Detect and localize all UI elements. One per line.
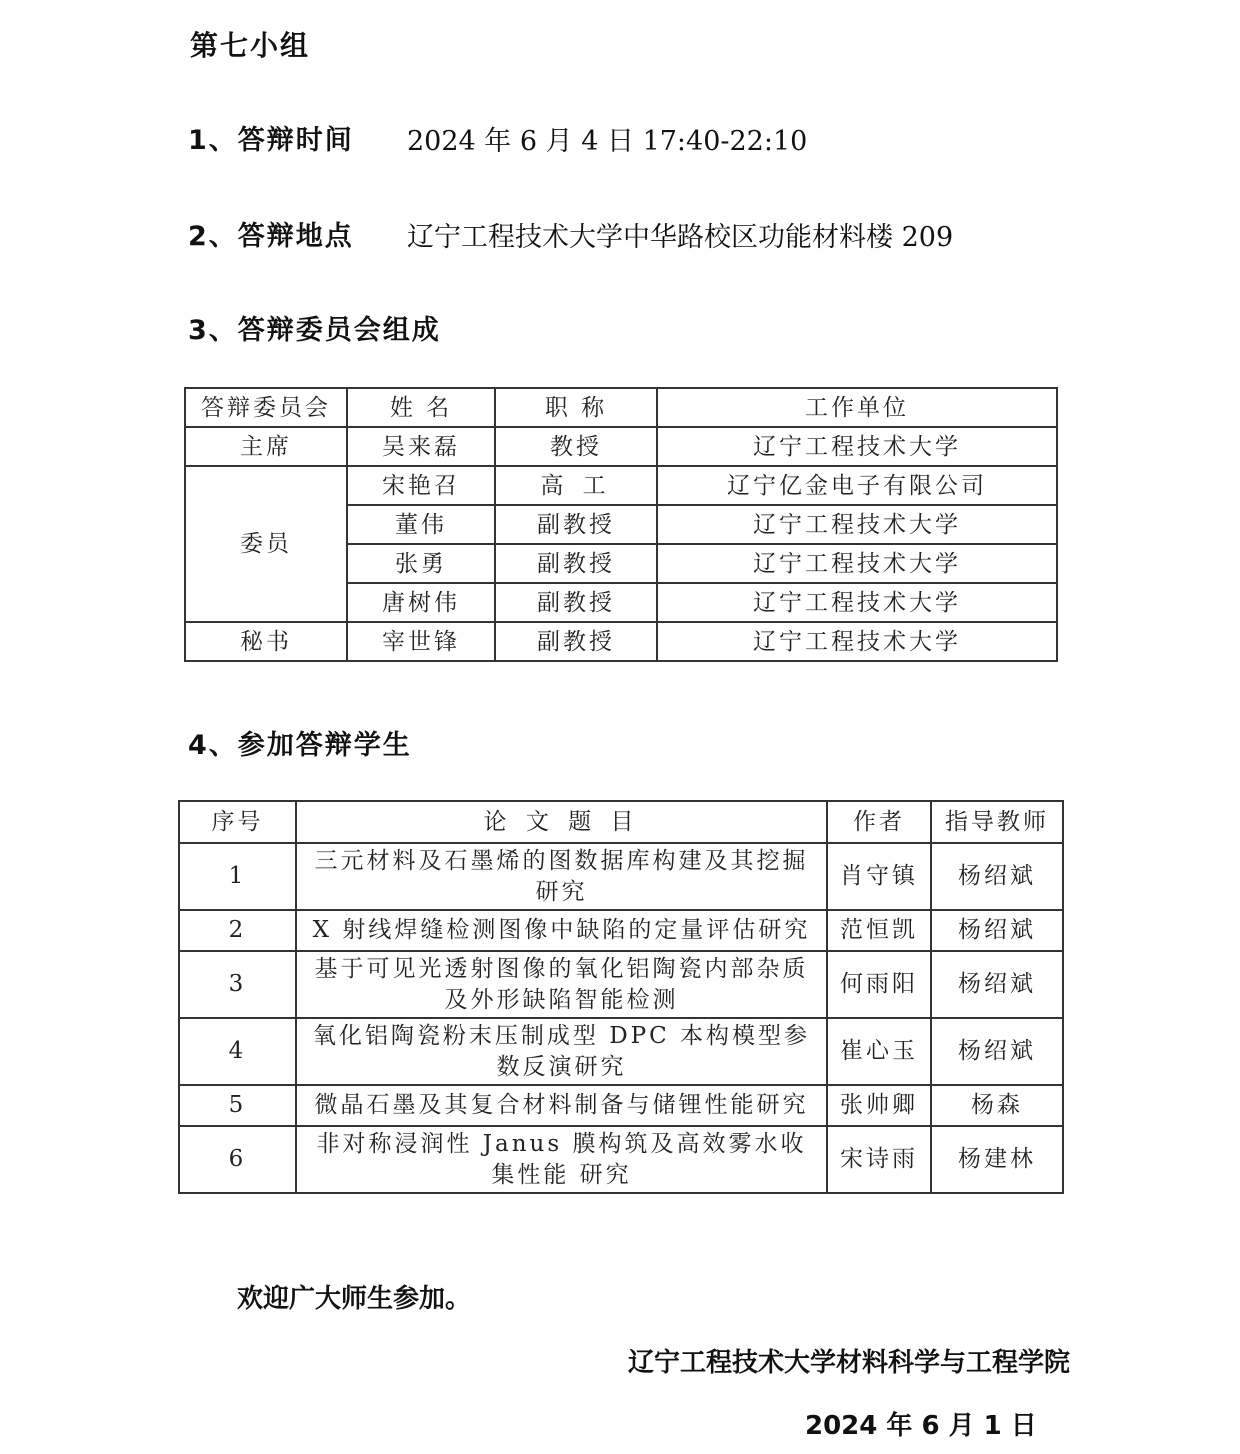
student-row bbox=[179, 951, 1063, 1018]
student-author: 崔心玉 bbox=[827, 1018, 931, 1085]
secretary-title: 副教授 bbox=[495, 622, 657, 661]
defense-location-value: 辽宁工程技术大学中华路校区功能材料楼 209 bbox=[407, 222, 954, 253]
defense-time-value: 2024 年 6 月 4 日 17:40-22:10 bbox=[407, 126, 808, 157]
defense-time-label: 1、答辩时间 bbox=[188, 125, 354, 156]
issue-date: 2024 年 6 月 1 日 bbox=[805, 1411, 1037, 1441]
secretary-role: 秘书 bbox=[185, 622, 347, 661]
student-advisor: 杨森 bbox=[931, 1085, 1063, 1126]
defense-location-label: 2、答辩地点 bbox=[188, 221, 354, 252]
committee-header-name: 姓 名 bbox=[347, 388, 495, 427]
student-author: 肖守镇 bbox=[827, 843, 931, 910]
students-heading: 4、参加答辩学生 bbox=[188, 730, 412, 761]
students-header-row bbox=[179, 801, 1063, 843]
welcome-text: 欢迎广大师生参加。 bbox=[237, 1284, 472, 1314]
students-table bbox=[178, 800, 1064, 1194]
member-title: 副教授 bbox=[495, 544, 657, 583]
students-header-no: 序号 bbox=[179, 801, 296, 843]
student-row bbox=[179, 1018, 1063, 1085]
student-no: 3 bbox=[179, 951, 296, 1018]
chair-role: 主席 bbox=[185, 427, 347, 466]
member-title: 高 工 bbox=[495, 466, 657, 505]
student-advisor: 杨绍斌 bbox=[931, 910, 1063, 951]
student-row bbox=[179, 1126, 1063, 1193]
student-row bbox=[179, 1085, 1063, 1126]
student-author: 宋诗雨 bbox=[827, 1126, 931, 1193]
student-topic: 三元材料及石墨烯的图数据库构建及其挖掘研究 bbox=[296, 843, 827, 910]
students-header-topic: 论 文 题 目 bbox=[296, 801, 827, 843]
committee-heading: 3、答辩委员会组成 bbox=[188, 315, 441, 346]
committee-header-title: 职 称 bbox=[495, 388, 657, 427]
student-row bbox=[179, 843, 1063, 910]
student-no: 2 bbox=[179, 910, 296, 951]
member-name: 董伟 bbox=[347, 505, 495, 544]
secretary-unit: 辽宁工程技术大学 bbox=[657, 622, 1057, 661]
committee-header-role: 答辩委员会 bbox=[185, 388, 347, 427]
student-advisor: 杨建林 bbox=[931, 1126, 1063, 1193]
member-unit: 辽宁工程技术大学 bbox=[657, 505, 1057, 544]
student-row bbox=[179, 910, 1063, 951]
committee-header-unit: 工作单位 bbox=[657, 388, 1057, 427]
committee-secretary-row bbox=[185, 622, 1057, 661]
member-name: 张勇 bbox=[347, 544, 495, 583]
student-topic: X 射线焊缝检测图像中缺陷的定量评估研究 bbox=[296, 910, 827, 951]
member-name: 唐树伟 bbox=[347, 583, 495, 622]
group-title: 第七小组 bbox=[190, 29, 311, 62]
organization-name: 辽宁工程技术大学材料科学与工程学院 bbox=[628, 1348, 1071, 1378]
student-topic: 氧化铝陶瓷粉末压制成型 DPC 本构模型参数反演研究 bbox=[296, 1018, 827, 1085]
student-no: 4 bbox=[179, 1018, 296, 1085]
student-no: 1 bbox=[179, 843, 296, 910]
student-author: 何雨阳 bbox=[827, 951, 931, 1018]
member-name: 宋艳召 bbox=[347, 466, 495, 505]
member-unit: 辽宁工程技术大学 bbox=[657, 583, 1057, 622]
secretary-name: 宰世锋 bbox=[347, 622, 495, 661]
student-advisor: 杨绍斌 bbox=[931, 843, 1063, 910]
chair-name: 吴来磊 bbox=[347, 427, 495, 466]
committee-header-row bbox=[185, 388, 1057, 427]
member-unit: 辽宁亿金电子有限公司 bbox=[657, 466, 1057, 505]
member-unit: 辽宁工程技术大学 bbox=[657, 544, 1057, 583]
chair-unit: 辽宁工程技术大学 bbox=[657, 427, 1057, 466]
committee-member-row bbox=[185, 466, 1057, 505]
chair-title: 教授 bbox=[495, 427, 657, 466]
student-no: 5 bbox=[179, 1085, 296, 1126]
committee-chair-row bbox=[185, 427, 1057, 466]
student-no: 6 bbox=[179, 1126, 296, 1193]
student-author: 范恒凯 bbox=[827, 910, 931, 951]
student-topic: 非对称浸润性 Janus 膜构筑及高效雾水收集性能 研究 bbox=[296, 1126, 827, 1193]
student-topic: 基于可见光透射图像的氧化铝陶瓷内部杂质及外形缺陷智能检测 bbox=[296, 951, 827, 1018]
student-advisor: 杨绍斌 bbox=[931, 1018, 1063, 1085]
students-header-author: 作者 bbox=[827, 801, 931, 843]
member-title: 副教授 bbox=[495, 583, 657, 622]
member-title: 副教授 bbox=[495, 505, 657, 544]
student-advisor: 杨绍斌 bbox=[931, 951, 1063, 1018]
students-header-advisor: 指导教师 bbox=[931, 801, 1063, 843]
student-topic: 微晶石墨及其复合材料制备与储锂性能研究 bbox=[296, 1085, 827, 1126]
committee-table bbox=[184, 387, 1058, 662]
student-author: 张帅卿 bbox=[827, 1085, 931, 1126]
members-role: 委员 bbox=[185, 466, 347, 622]
